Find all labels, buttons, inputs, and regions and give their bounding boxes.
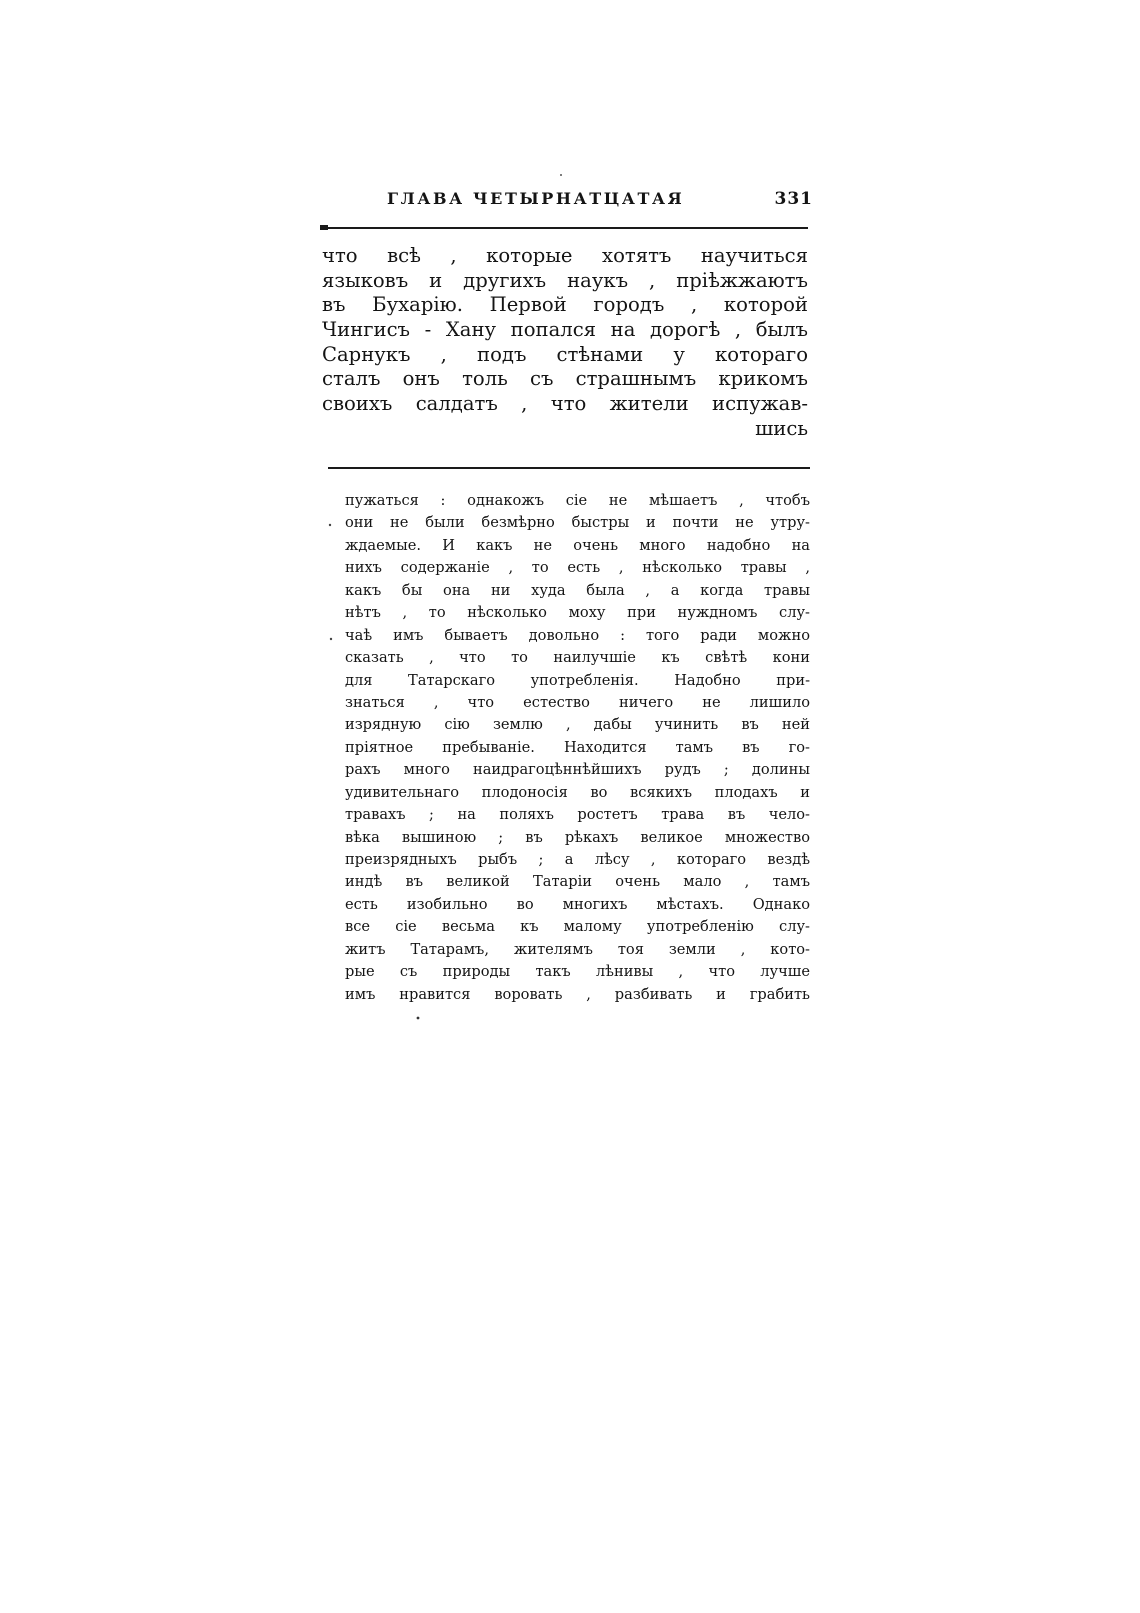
footnote-line: рые съ природы такъ лѣнивы , что лучше [345,963,810,981]
footnote-line: травахъ ; на поляхъ ростетъ трава въ чело- [345,806,810,824]
footnote-line: рахъ много наидрагоцѣннѣйшихъ рудъ ; долины [345,761,810,779]
footnote-line: пріятное пребываніе. Находится тамъ въ го- [345,738,810,756]
chapter-title: ГЛАВА ЧЕТЫРНАТЦАТАЯ [387,189,685,208]
main-text-line: сталъ онъ толь съ страшнымъ крикомъ [322,367,808,391]
footnote-line: преизрядныхъ рыбъ ; а лѣсу , котораго вездѣ [345,851,810,868]
footnote-line: нихъ содержаніе , то есть , нѣсколько травы , [345,559,810,577]
footnote-line: удивительнаго плодоносія во всякихъ плодахъ и [345,783,810,801]
footnote-line: сказать , что то наилучшіе къ свѣтѣ кони [345,649,810,667]
page-number: 331 [774,189,813,209]
footnote-line: ждаемые. И какъ не очень много надобно на [345,536,810,554]
footnote-line: какъ бы она ни худа была , а когда травы [345,581,810,599]
footnote-line: житъ Татарамъ, жителямъ тоя земли , кото- [345,940,810,958]
speck [560,174,562,176]
footnote-line: индѣ въ великой Татаріи очень мало , тамъ [345,873,810,891]
footnote-line: для Татарскаго употребленія. Надобно при- [345,671,810,689]
speck [417,1017,420,1020]
main-text-line: въ Бухарію. Первой городъ , которой [322,293,808,317]
footnote-line: изрядную сію землю , дабы учинить въ ней [345,716,810,734]
footnote-line: они не были безмѣрно быстры и почти не утру- [345,514,810,532]
footnote-line: пужаться : однакожъ сіе не мѣшаетъ , чтобъ [345,492,810,509]
footnote-line: вѣка вышиною ; въ рѣкахъ великое множество [345,828,810,846]
main-text-line: Сарнукъ , подъ стѣнами у котораго [322,342,808,366]
main-text-line: что всѣ , которые хотятъ научиться [322,244,808,267]
main-text-line: своихъ салдатъ , что жители испужав- [322,392,808,416]
main-text-line: языковъ и другихъ наукъ , пріѣжжаютъ [322,268,808,292]
catchword: шись [755,416,808,440]
footnote-line: есть изобильно во многихъ мѣстахъ. Однако [345,895,810,913]
footnote-line: имъ нравится воровать , разбивать и грабить [345,985,810,1003]
footnote-line: чаѣ имъ бываетъ довольно : того ради можно [345,626,810,644]
speck [330,638,332,640]
main-text-line: Чингисъ - Хану попался на дорогѣ , былъ [322,318,808,342]
footnote-line: знаться , что естество ничего не лишило [345,693,810,711]
footnote-line: нѣтъ , то нѣсколько моху при нуждномъ слу- [345,604,810,622]
speck [329,524,331,526]
footnote-line: все сіе весьма къ малому употребленію слу- [345,918,810,936]
